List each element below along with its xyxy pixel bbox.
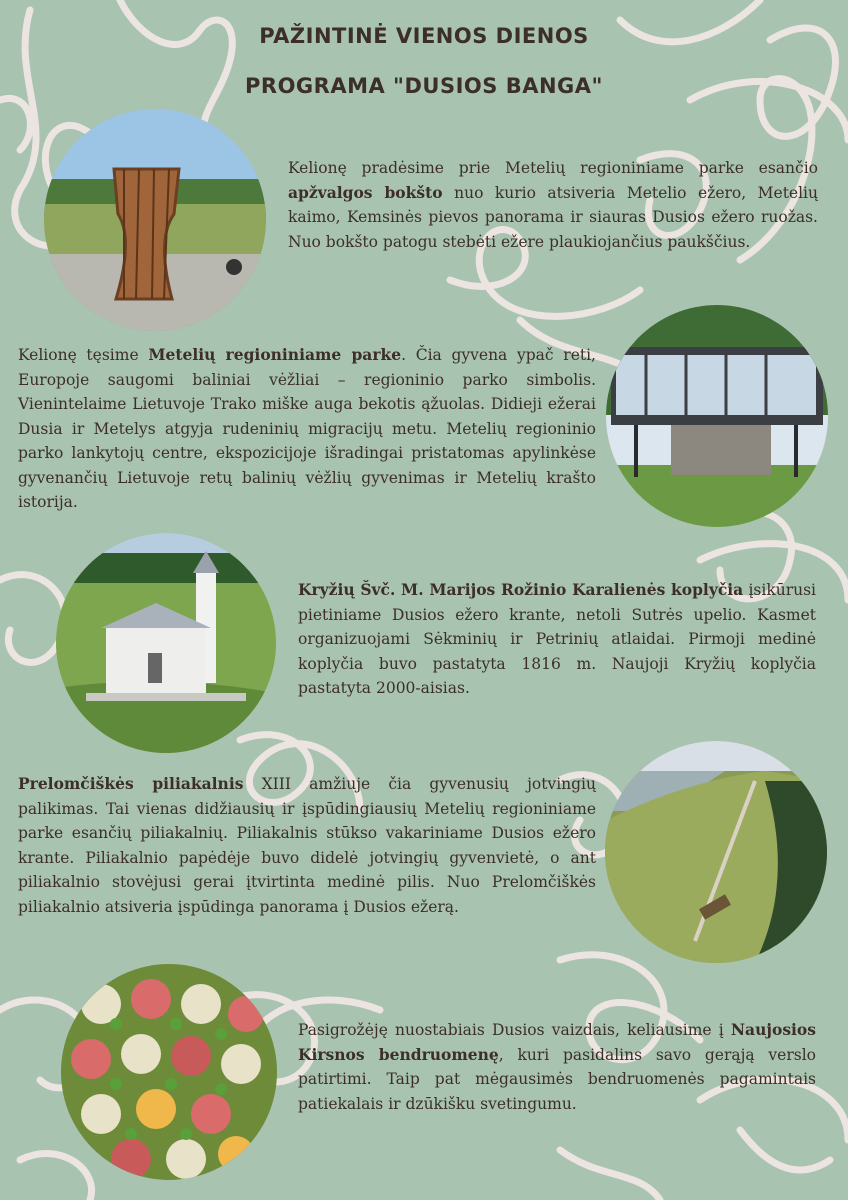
section-hillfort-highlight: Prelomčiškės piliakalnis: [18, 774, 244, 793]
section-park-highlight: Metelių regioniniame parke: [148, 345, 402, 364]
section-community-text: [298, 1018, 816, 1116]
section-chapel-highlight: Kryžių Švč. M. Marijos Rožinio Karalienės koplyčia: [298, 580, 744, 599]
section-park-text: [18, 343, 596, 515]
page-title-line-2: PROGRAMA "DUSIOS BANGA": [245, 74, 603, 98]
section-community-text-start: Pasigrožėję nuostabiais Dusios vaizdais, keliausime į: [298, 1021, 731, 1039]
visitor-center-photo: [606, 305, 828, 527]
page-title-line-1: PAŽINTINĖ VIENOS DIENOS: [259, 24, 589, 48]
section-park-text-start: Kelionę tęsime: [18, 346, 149, 364]
section-tower-highlight: apžvalgos bokšto: [288, 182, 443, 202]
section-hillfort-text: [18, 772, 596, 919]
section-tower-text-end: nuo kurio atsiveria Metelio ežero, Metelių kaimo, Kemsinės pievos panorama ir siauras Dusios ežero ruožas. Nuo bokšto patogu stebėti ežere plaukiojančius paukščius.: [288, 183, 818, 251]
section-community-text-end: , kuri pasidalins savo gerąją verslo patirtimi. Taip pat mėgausimės bendruomenės pagamintais patiekalais ir dzūkišku svetingumu.: [298, 1045, 816, 1113]
observation-tower-photo: [44, 109, 266, 331]
section-community-highlight: Naujosios Kirsnos bendruomenę: [298, 1020, 816, 1064]
hillfort-photo: [605, 741, 827, 963]
chapel-photo: [56, 533, 276, 753]
section-park-text-end: . Čia gyvena ypač reti, Europoje saugomi baliniai vėžliai – regioninio parko simbolis. Vienintelaime Lietuvoje Trako miške auga bekotis ąžuolas. Didieji ežerai Dusia ir Metelys atgyja rudeninių migracijų metu. Metelių regioninio parko lankytojų centre, ekspozicijoje išradingai pristatomas apylinkėse gyvenančių Lietuvoje retų balinių vėžlių gyvenimas ir Metelių krašto istorija.: [18, 346, 596, 511]
section-chapel-text: [298, 578, 816, 701]
section-tower-text: [288, 156, 818, 254]
section-chapel-text-end: įsikūrusi pietiniame Dusios ežero krante, netoli Sutrės upelio. Kasmet organizuojami Sėkminių ir Petrinių atlaidai. Pirmoji medinė koplyčia buvo pastatyta 1816 m. Naujoji Kryžių koplyčia pastatyta 2000-aisias.: [298, 581, 816, 697]
section-tower-text-start: Kelionę pradėsime prie Metelių regioniniame parke esančio: [288, 159, 818, 177]
food-platter-photo: [61, 964, 277, 1180]
section-hillfort-text-end: XIII amžiuje čia gyvenusių jotvingių palikimas. Tai vienas didžiausių ir įspūdingiausių Metelių regioniniame parke esančių piliakalnių. Piliakalnis stūkso vakariniame Dusios ežero krante. Piliakalnio papėdėje buvo didelė jotvingių gyvenvietė, o ant piliakalnio stovėjusi gerai įtvirtinta medinė pilis. Nuo Prelomčiškės piliakalnio atsiveria įspūdinga panorama į Dusios ežerą.: [18, 775, 596, 916]
